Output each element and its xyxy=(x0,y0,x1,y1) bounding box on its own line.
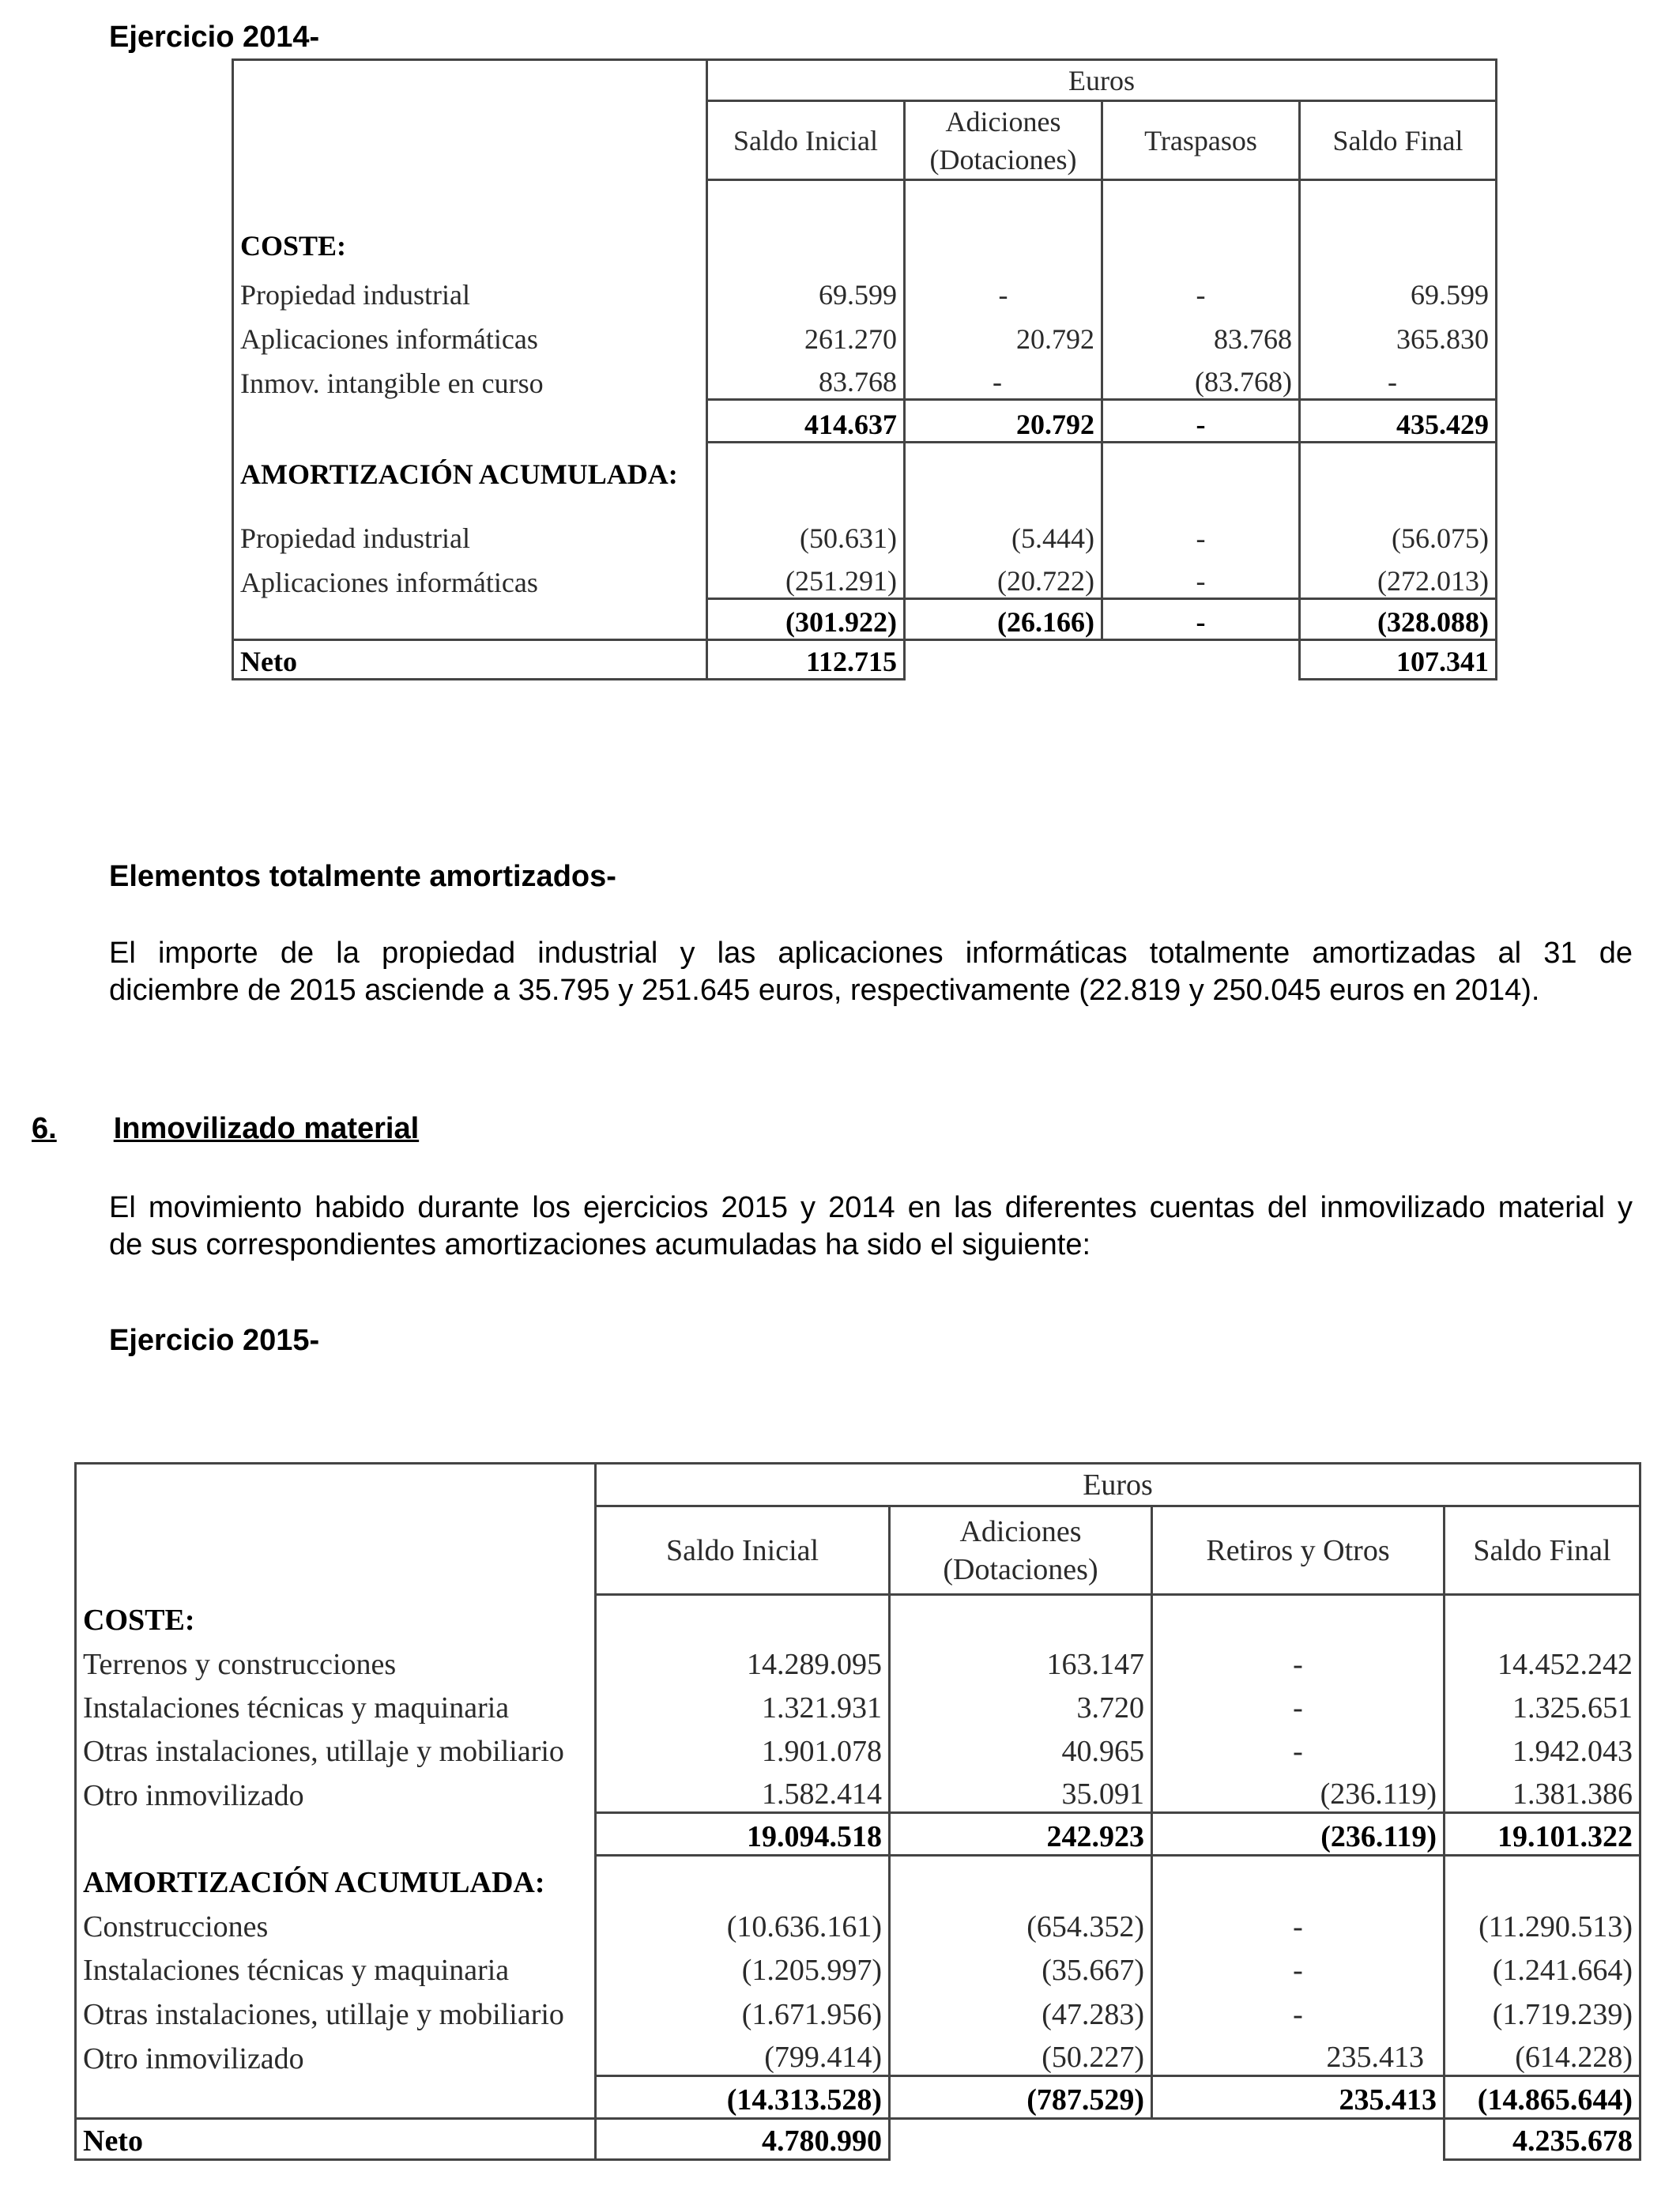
cell-neto: 107.341 xyxy=(1300,640,1497,680)
cell-value: (10.636.161) xyxy=(596,1900,890,1944)
cell-value: - xyxy=(1102,267,1300,311)
table-row xyxy=(233,555,1497,599)
cell-value: - xyxy=(905,356,1102,400)
cell-neto: 112.715 xyxy=(707,640,905,680)
heading-ejercicio-2014: Ejercicio 2014- xyxy=(109,21,320,54)
row-label: Aplicaciones informáticas xyxy=(233,311,707,356)
cell-total: (14.865.644) xyxy=(1445,2076,1640,2119)
table-row xyxy=(233,267,1497,311)
cell-value: (83.768) xyxy=(1102,356,1300,400)
cell-value: (56.075) xyxy=(1300,506,1497,555)
cell-value: 235.413 xyxy=(1152,2032,1445,2076)
cell-value: (47.283) xyxy=(890,1988,1152,2032)
col-header-adiciones xyxy=(905,101,1102,180)
paragraph-line: El movimiento habido durante los ejercicios 2015 y 2014 en las diferentes cuentas del inmovilizado material y xyxy=(109,1191,1633,1224)
cell-total: 19.094.518 xyxy=(596,1813,890,1856)
cell-value: - xyxy=(1152,1725,1445,1769)
row-label: Construcciones xyxy=(76,1900,596,1944)
col-header-adiciones-l1: Adiciones xyxy=(945,105,1061,138)
cell-value: (1.205.997) xyxy=(596,1944,890,1988)
cell-value: (11.290.513) xyxy=(1445,1900,1640,1944)
header-euros: Euros xyxy=(596,1464,1640,1506)
row-label: Instalaciones técnicas y maquinaria xyxy=(76,1682,596,1725)
table-row-total xyxy=(233,599,1497,640)
cell-total: (787.529) xyxy=(890,2076,1152,2119)
table-row-total xyxy=(76,1813,1640,1856)
row-label: Otro inmovilizado xyxy=(76,2032,596,2076)
table-row xyxy=(233,311,1497,356)
heading-ejercicio-2015: Ejercicio 2015- xyxy=(109,1324,320,1357)
cell-value: 1.321.931 xyxy=(596,1682,890,1725)
table-row-neto xyxy=(76,2119,1640,2160)
cell-total: (14.313.528) xyxy=(596,2076,890,2119)
col-header-saldo-final: Saldo Final xyxy=(1445,1506,1640,1595)
cell-value: (1.671.956) xyxy=(596,1988,890,2032)
row-label: Otras instalaciones, utillaje y mobiliario xyxy=(76,1725,596,1769)
cell-total: (236.119) xyxy=(1152,1813,1445,1856)
cell-value: (35.667) xyxy=(890,1944,1152,1988)
cell-total: (301.922) xyxy=(707,599,905,640)
cell-value: - xyxy=(1152,1638,1445,1682)
cell-value: 40.965 xyxy=(890,1725,1152,1769)
row-label: Instalaciones técnicas y maquinaria xyxy=(76,1944,596,1988)
cell-total: 20.792 xyxy=(905,400,1102,443)
cell-value: (50.631) xyxy=(707,506,905,555)
section-number: 6. xyxy=(32,1112,57,1145)
row-label-neto: Neto xyxy=(76,2119,596,2160)
table-row xyxy=(76,1988,1640,2032)
cell-value: (799.414) xyxy=(596,2032,890,2076)
cell-value: (1.719.239) xyxy=(1445,1988,1640,2032)
cell-value: - xyxy=(1300,356,1497,400)
cell-value: (251.291) xyxy=(707,555,905,599)
cell-value: 20.792 xyxy=(905,311,1102,356)
cell-total: 242.923 xyxy=(890,1813,1152,1856)
cell-value: 261.270 xyxy=(707,311,905,356)
cell-value: 365.830 xyxy=(1300,311,1497,356)
row-label-neto: Neto xyxy=(233,640,707,680)
row-label: Otro inmovilizado xyxy=(76,1769,596,1813)
cell-value: 1.901.078 xyxy=(596,1725,890,1769)
section-label-amortizacion: AMORTIZACIÓN ACUMULADA: xyxy=(76,1856,596,1900)
cell-value: - xyxy=(1152,1988,1445,2032)
cell-value: (20.722) xyxy=(905,555,1102,599)
table-row xyxy=(76,1682,1640,1725)
cell-total: 414.637 xyxy=(707,400,905,443)
header-blank-cell xyxy=(76,1464,596,1595)
col-header-saldo-final: Saldo Final xyxy=(1300,101,1497,180)
cell-neto: 4.235.678 xyxy=(1445,2119,1640,2160)
section-label-coste: COSTE: xyxy=(76,1595,596,1638)
header-blank-cell xyxy=(233,60,707,180)
cell-value: 83.768 xyxy=(707,356,905,400)
cell-value: - xyxy=(1152,1682,1445,1725)
cell-value: (272.013) xyxy=(1300,555,1497,599)
col-header-traspasos: Traspasos xyxy=(1102,101,1300,180)
row-label: Aplicaciones informáticas xyxy=(233,555,707,599)
cell-value: - xyxy=(905,267,1102,311)
cell-total: 235.413 xyxy=(1152,2076,1445,2119)
cell-total: 435.429 xyxy=(1300,400,1497,443)
col-header-retiros: Retiros y Otros xyxy=(1152,1506,1445,1595)
cell-total: (26.166) xyxy=(905,599,1102,640)
cell-value: 69.599 xyxy=(1300,267,1497,311)
row-label: Propiedad industrial xyxy=(233,267,707,311)
col-header-adiciones xyxy=(890,1506,1152,1595)
paragraph-line: diciembre de 2015 asciende a 35.795 y 251.645 euros, respectivamente (22.819 y 250.045 euros en 2014). xyxy=(109,974,1540,1007)
col-header-adiciones-l1: Adiciones xyxy=(959,1514,1082,1548)
row-label: Terrenos y construcciones xyxy=(76,1638,596,1682)
table-row-total xyxy=(233,400,1497,443)
table-row xyxy=(76,1944,1640,1988)
cell-value: (614.228) xyxy=(1445,2032,1640,2076)
table-row xyxy=(76,1900,1640,1944)
table-row xyxy=(76,1638,1640,1682)
cell-total: 19.101.322 xyxy=(1445,1813,1640,1856)
col-header-saldo-inicial: Saldo Inicial xyxy=(596,1506,890,1595)
cell-total: - xyxy=(1102,599,1300,640)
cell-value: 1.582.414 xyxy=(596,1769,890,1813)
cell-value: 163.147 xyxy=(890,1638,1152,1682)
section-title: Inmovilizado material xyxy=(113,1112,420,1145)
table-row-total xyxy=(76,2076,1640,2119)
section-label-amortizacion: AMORTIZACIÓN ACUMULADA: xyxy=(233,443,707,506)
cell-value: (1.241.664) xyxy=(1445,1944,1640,1988)
heading-elementos-amortizados: Elementos totalmente amortizados- xyxy=(109,860,616,893)
cell-value: 1.325.651 xyxy=(1445,1682,1640,1725)
cell-value: 1.942.043 xyxy=(1445,1725,1640,1769)
table-row xyxy=(76,2032,1640,2076)
cell-value: 83.768 xyxy=(1102,311,1300,356)
cell-value: 69.599 xyxy=(707,267,905,311)
cell-value: - xyxy=(1102,506,1300,555)
paragraph-line: El importe de la propiedad industrial y las aplicaciones informáticas totalmente amortizadas al 31 de xyxy=(109,937,1633,970)
section-heading-6 xyxy=(32,1112,419,1146)
paragraph-movimiento xyxy=(109,1189,1633,1264)
cell-value: (50.227) xyxy=(890,2032,1152,2076)
cell-value: 14.289.095 xyxy=(596,1638,890,1682)
cell-value: - xyxy=(1152,1900,1445,1944)
cell-value: 35.091 xyxy=(890,1769,1152,1813)
row-label: Propiedad industrial xyxy=(233,506,707,555)
col-header-adiciones-l2: (Dotaciones) xyxy=(929,143,1077,175)
cell-value: 1.381.386 xyxy=(1445,1769,1640,1813)
table-intangible-2014 xyxy=(232,58,1497,680)
paragraph-elementos xyxy=(109,935,1633,1009)
cell-value: (236.119) xyxy=(1152,1769,1445,1813)
cell-neto: 4.780.990 xyxy=(596,2119,890,2160)
col-header-saldo-inicial: Saldo Inicial xyxy=(707,101,905,180)
section-label-coste: COSTE: xyxy=(233,180,707,267)
table-material-2015 xyxy=(74,1462,1641,2161)
cell-value: (5.444) xyxy=(905,506,1102,555)
paragraph-line: de sus correspondientes amortizaciones acumuladas ha sido el siguiente: xyxy=(109,1228,1091,1261)
cell-value: (654.352) xyxy=(890,1900,1152,1944)
cell-value: 14.452.242 xyxy=(1445,1638,1640,1682)
col-header-adiciones-l2: (Dotaciones) xyxy=(943,1552,1098,1586)
table-row xyxy=(76,1769,1640,1813)
table-row xyxy=(233,506,1497,555)
table-row xyxy=(76,1725,1640,1769)
header-euros: Euros xyxy=(707,60,1497,101)
row-label: Inmov. intangible en curso xyxy=(233,356,707,400)
cell-value: 3.720 xyxy=(890,1682,1152,1725)
cell-total: (328.088) xyxy=(1300,599,1497,640)
row-label: Otras instalaciones, utillaje y mobiliario xyxy=(76,1988,596,2032)
cell-total: - xyxy=(1102,400,1300,443)
cell-value: - xyxy=(1152,1944,1445,1988)
table-row xyxy=(233,356,1497,400)
table-row-neto xyxy=(233,640,1497,680)
cell-value: - xyxy=(1102,555,1300,599)
